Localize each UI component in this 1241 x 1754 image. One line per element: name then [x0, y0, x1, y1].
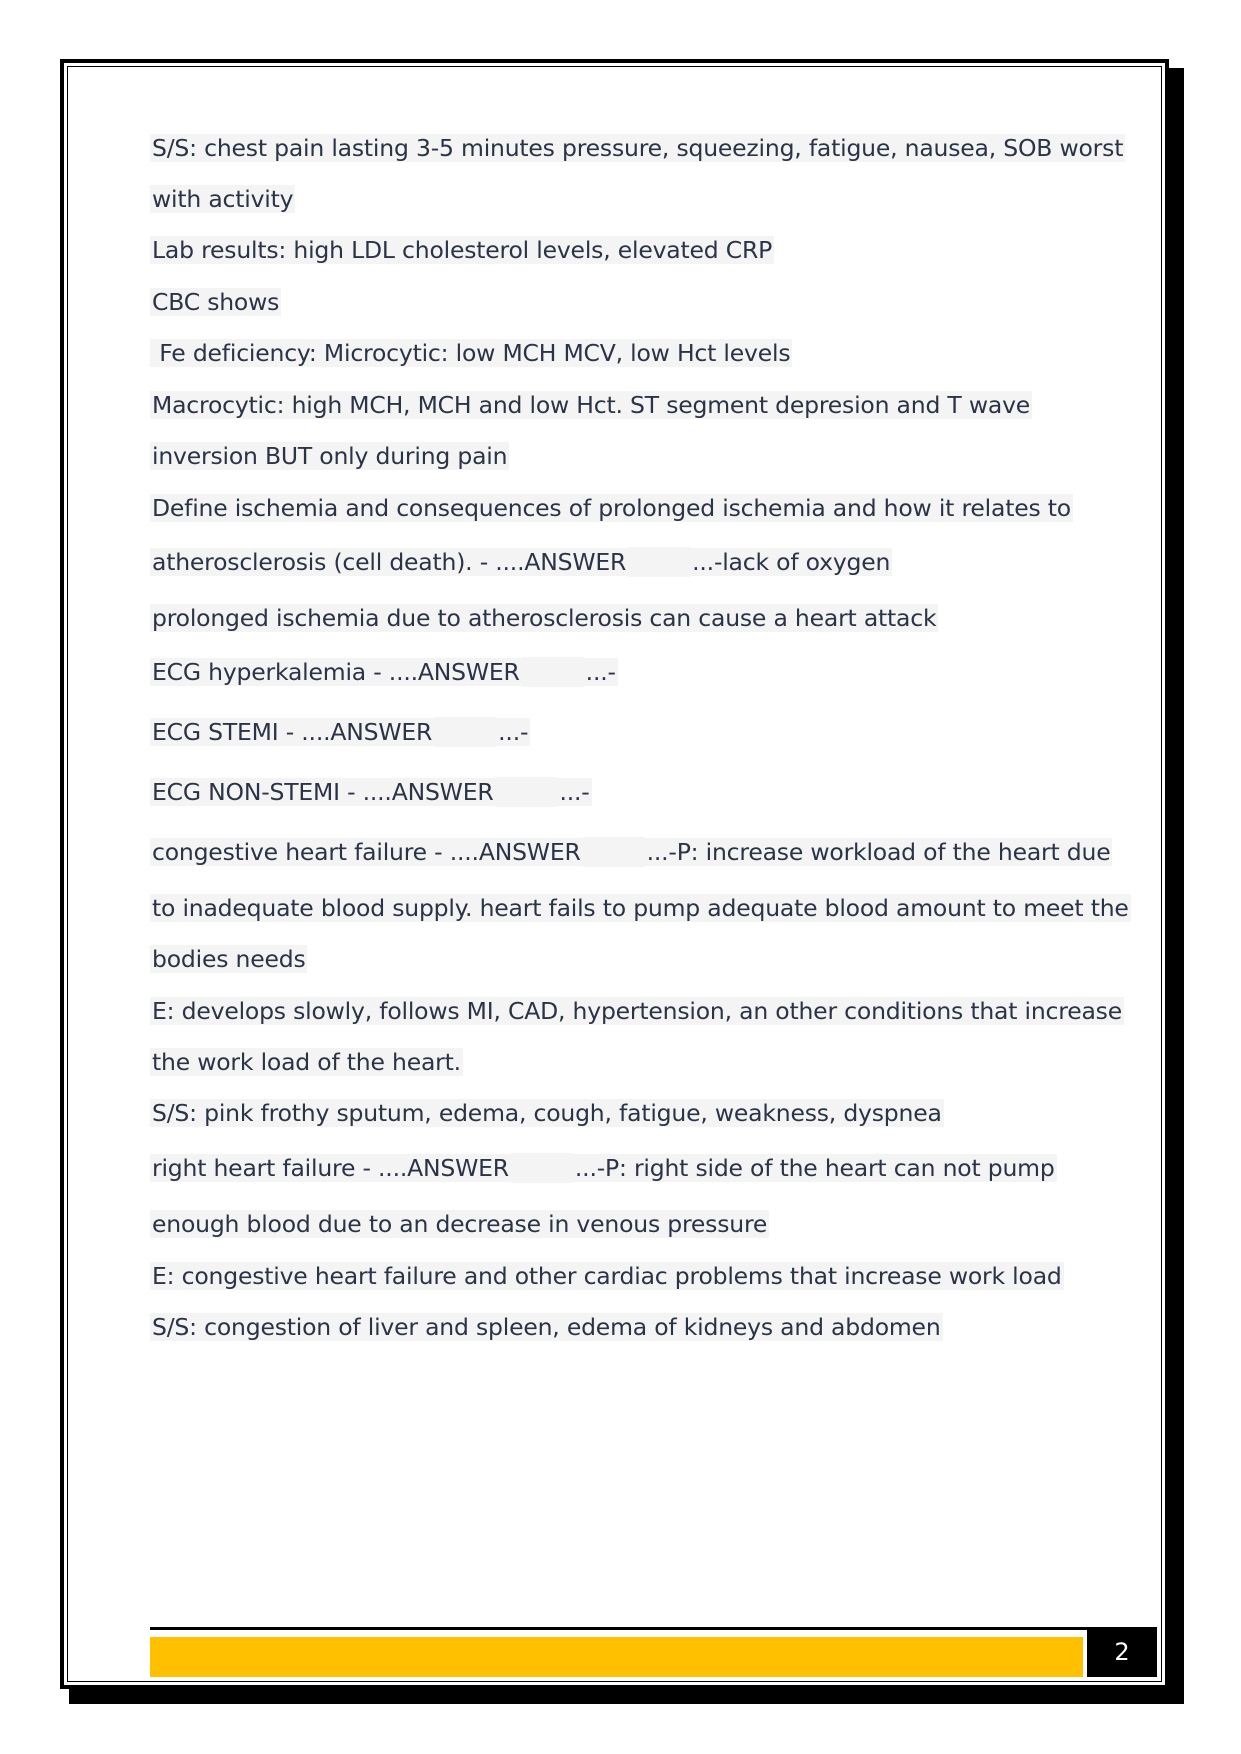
text-line: bodies needs — [152, 945, 306, 973]
text-line: inversion BUT only during pain — [152, 442, 508, 470]
text-line: S/S: congestion of liver and spleen, edema of kidneys and abdomen — [152, 1313, 941, 1341]
footer-accent-bar — [150, 1637, 1083, 1677]
qa-line-nonstemi — [150, 777, 592, 807]
qa-line-hyperkalemia — [150, 657, 618, 687]
text-line: with activity — [152, 185, 294, 213]
answer-gap — [511, 1153, 573, 1183]
text-line: CBC shows — [152, 288, 280, 316]
answer-text: ...- — [498, 718, 529, 746]
question-text: ECG NON-STEMI - ....ANSWER — [152, 778, 494, 806]
answer-text: ...- — [585, 658, 616, 686]
text-line: Fe deficiency: Microcytic: low MCH MCV, low Hct levels — [152, 339, 791, 367]
qa-line-atherosclerosis — [150, 547, 892, 577]
qa-line-right-heart-failure — [150, 1153, 1057, 1183]
text-line: the work load of the heart. — [152, 1048, 461, 1076]
footer-rule — [150, 1627, 1150, 1630]
answer-text: ...-P: right side of the heart can not pump — [574, 1154, 1055, 1182]
qa-line-stemi — [150, 717, 530, 747]
text-line: prolonged ischemia due to atherosclerosis can cause a heart attack — [152, 604, 937, 632]
answer-gap — [628, 547, 690, 577]
text-line: to inadequate blood supply. heart fails to pump adequate blood amount to meet the — [152, 894, 1129, 922]
text-line: E: develops slowly, follows MI, CAD, hypertension, an other conditions that increase — [152, 997, 1122, 1025]
question-text: ECG hyperkalemia - ....ANSWER — [152, 658, 520, 686]
text-line: Macrocytic: high MCH, MCH and low Hct. ST segment depresion and T wave — [152, 391, 1031, 419]
text-line: S/S: chest pain lasting 3-5 minutes pressure, squeezing, fatigue, nausea, SOB worst — [152, 134, 1124, 162]
answer-gap — [495, 777, 557, 807]
answer-gap — [522, 657, 584, 687]
question-text: right heart failure - ....ANSWER — [152, 1154, 509, 1182]
answer-text: ...-P: increase workload of the heart due — [646, 838, 1111, 866]
text-line: Lab results: high LDL cholesterol levels, elevated CRP — [152, 236, 773, 264]
qa-line-chf — [150, 837, 1112, 867]
text-line: Define ischemia and consequences of prolonged ischemia and how it relates to — [152, 494, 1071, 522]
answer-gap — [583, 837, 645, 867]
question-text: atherosclerosis (cell death). - ....ANSWER — [152, 548, 627, 576]
text-line: S/S: pink frothy sputum, edema, cough, fatigue, weakness, dyspnea — [152, 1099, 942, 1127]
answer-text: ...-lack of oxygen — [692, 548, 891, 576]
question-text: congestive heart failure - ....ANSWER — [152, 838, 581, 866]
answer-text: ...- — [559, 778, 590, 806]
page-number: 2 — [1087, 1627, 1157, 1677]
answer-gap — [434, 717, 496, 747]
text-line: E: congestive heart failure and other cardiac problems that increase work load — [152, 1262, 1062, 1290]
text-line: enough blood due to an decrease in venous pressure — [152, 1210, 768, 1238]
question-text: ECG STEMI - ....ANSWER — [152, 718, 433, 746]
